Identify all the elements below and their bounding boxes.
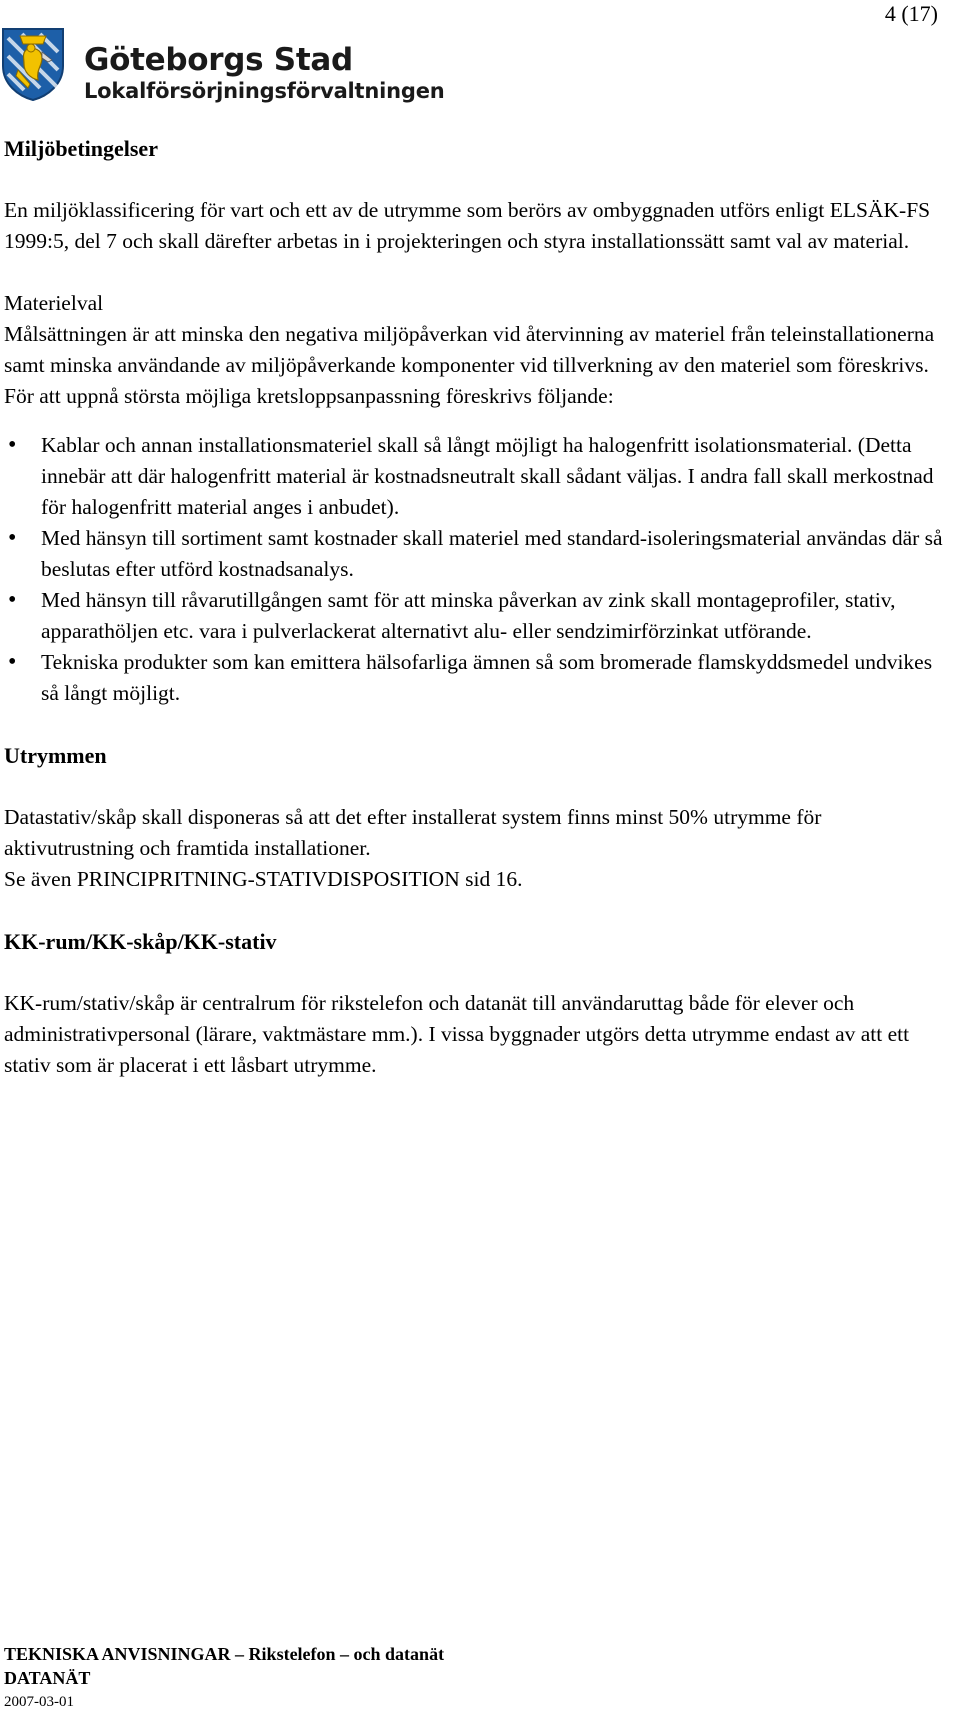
city-emblem-icon xyxy=(0,26,66,102)
heading-utrymmen: Utrymmen xyxy=(4,743,107,768)
heading-miljobetingelser: Miljöbetingelser xyxy=(4,136,158,161)
label-materielval: Materielval xyxy=(4,291,104,315)
document-body xyxy=(4,133,944,1081)
paragraph-principritning: Se även PRINCIPRITNING-STATIVDISPOSITION sid 16. xyxy=(4,867,523,891)
footer xyxy=(4,1642,444,1690)
paragraph-miljoklassificering: En miljöklassificering för vart och ett av de utrymme som berörs av ombyggnaden utförs enligt ELSÄK-FS 1999:5, del 7 och skall därefter arbetas in i projekteringen och styra installationssätt samt val av material. xyxy=(4,198,931,253)
list-item: • Kablar och annan installationsmateriel skall så långt möjligt ha halogenfritt isolationsmaterial. (Detta innebär att där halogenfritt material är kostnadsneutralt skall sådant väljas. I andra fall skall merkostnad för halogenfritt material anges i anbudet). xyxy=(4,430,944,523)
list-item: • Med hänsyn till råvarutillgången samt för att minska påverkan av zink skall montageprofiler, stativ, apparathöljen etc. vara i pulverlackerat alternativt alu- eller sendzimirförzinkat utförande. xyxy=(4,585,944,647)
heading-kk: KK-rum/KK-skåp/KK-stativ xyxy=(4,929,277,954)
footer-date: 2007-03-01 xyxy=(4,1694,74,1710)
list-item: • Med hänsyn till sortiment samt kostnader skall materiel med standard-isoleringsmaterial användas där så beslutas efter utförd kostnadsanalys. xyxy=(4,523,944,585)
footer-subtitle: DATANÄT xyxy=(4,1668,91,1688)
logo xyxy=(0,22,445,108)
paragraph-malsattning: Målsättningen är att minska den negativa miljöpåverkan vid återvinning av materiel från teleinstallationerna samt minska användande av miljöpåverkande komponenter vid tillverkning av den materiel som föreskrivs. xyxy=(4,322,935,377)
bullet-list xyxy=(4,430,944,709)
page-number: 4 (17) xyxy=(884,1,938,26)
logo-subtitle: Lokalförsörjningsförvaltningen xyxy=(84,79,445,103)
paragraph-datastativ: Datastativ/skåp skall disponeras så att det efter installerat system finns minst 50% utrymme för aktivutrustning och framtida installationer. xyxy=(4,805,822,860)
list-item: • Tekniska produkter som kan emittera hälsofarliga ämnen så som bromerade flamskyddsmedel undvikes så långt möjligt. xyxy=(4,647,944,709)
paragraph-kretslopp: För att uppnå största möjliga kretsloppsanpassning föreskrivs följande: xyxy=(4,384,614,408)
logo-title: Göteborgs Stad xyxy=(84,42,353,78)
paragraph-kk-rum: KK-rum/stativ/skåp är centralrum för rikstelefon och datanät till användaruttag både för elever och administrativpersonal (lärare, vaktmästare mm.). I vissa byggnader utgörs detta utrymme endast av att ett stativ som är placerat i ett låsbart utrymme. xyxy=(4,991,910,1077)
footer-title: TEKNISKA ANVISNINGAR – Rikstelefon – och datanät xyxy=(4,1644,445,1664)
